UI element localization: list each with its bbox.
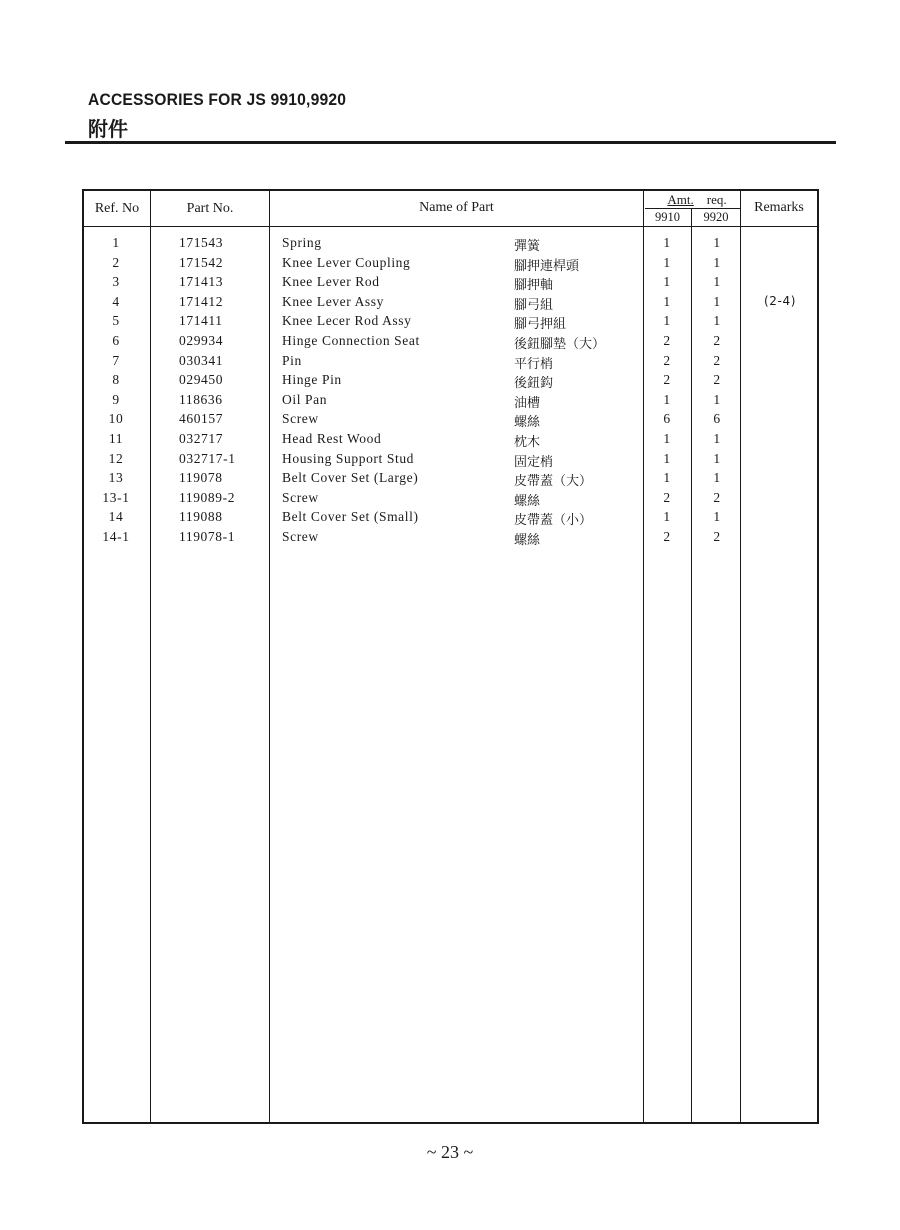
qty-9910-cell: 2 [663, 489, 671, 505]
part-no-cell: 030341 [179, 352, 224, 368]
table-row [84, 235, 817, 255]
page-number: ~ 23 ~ [426, 1142, 474, 1162]
qty-9910-cell: 2 [663, 529, 671, 544]
qty-9920-cell: 1 [713, 431, 721, 446]
part-no-cell: 171412 [179, 293, 224, 309]
part-no-cell: 119088 [179, 509, 223, 525]
table-row [84, 451, 817, 471]
ref-no-cell: 14 [108, 509, 124, 525]
qty-9920-cell: 2 [713, 489, 721, 505]
part-no-cell: 119078 [179, 470, 223, 486]
table-row [84, 333, 817, 353]
part-name-cell: Knee Lever Rod [282, 274, 380, 290]
qty-9920-cell: 1 [713, 470, 721, 486]
part-name-chinese-cell: 皮帶蓋（小） [514, 513, 593, 529]
ref-no-cell: 14-1 [102, 529, 130, 544]
qty-9910-cell: 1 [663, 313, 671, 329]
table-row [84, 431, 817, 451]
header-amt: Amt. [667, 192, 694, 207]
qty-9920-cell: 1 [713, 313, 721, 329]
ref-no-cell: 11 [108, 431, 124, 446]
remarks-cell: (2-4) [764, 293, 796, 308]
part-name-cell: Hinge Connection Seat [282, 333, 420, 348]
ref-no-cell: 13-1 [102, 489, 130, 505]
ref-no-cell: 1 [112, 235, 120, 250]
part-name-chinese-cell: 腳押連桿頭 [514, 258, 580, 274]
qty-9910-cell: 1 [663, 274, 671, 290]
part-name-chinese-cell: 腳押軸 [514, 278, 554, 294]
qty-9920-cell: 1 [713, 254, 721, 270]
part-no-cell: 460157 [179, 411, 224, 427]
qty-9920-cell: 6 [713, 411, 721, 427]
qty-9910-cell: 2 [663, 352, 671, 368]
part-name-cell: Oil Pan [282, 391, 328, 407]
table-row [84, 313, 817, 333]
part-name-cell: Hinge Pin [282, 372, 342, 388]
header-part-no: Part No. [186, 201, 234, 216]
qty-9910-cell: 1 [663, 470, 671, 486]
table-row [84, 255, 817, 275]
qty-9920-cell: 1 [713, 450, 721, 466]
page-title-chinese: 附件 [88, 117, 128, 141]
qty-9920-cell: 1 [713, 509, 721, 525]
table-row [84, 372, 817, 392]
ref-no-cell: 9 [112, 391, 120, 407]
table-row [84, 294, 817, 314]
qty-9920-cell: 1 [713, 235, 721, 250]
part-name-cell: Pin [282, 352, 302, 368]
header-req: req. [706, 192, 727, 207]
part-no-cell: 171543 [179, 235, 224, 250]
ref-no-cell: 12 [108, 450, 124, 466]
part-name-chinese-cell: 螺絲 [514, 533, 541, 548]
table-row [84, 411, 817, 431]
qty-9920-cell: 1 [713, 391, 721, 407]
qty-9910-cell: 1 [663, 431, 671, 446]
header-name-of-part: Name of Part [419, 200, 494, 215]
ref-no-cell: 2 [112, 254, 120, 270]
ref-no-cell: 3 [112, 274, 120, 290]
header-bottom-line [84, 226, 817, 227]
qty-9910-cell: 6 [663, 411, 671, 427]
table-row [84, 529, 817, 549]
qty-9920-cell: 2 [713, 372, 721, 388]
part-no-cell: 029450 [179, 372, 224, 388]
qty-9920-cell: 1 [713, 293, 721, 309]
table-row [84, 274, 817, 294]
table-row [84, 470, 817, 490]
part-name-chinese-cell: 腳弓押組 [514, 317, 567, 333]
table-row [84, 490, 817, 510]
table-row [84, 392, 817, 412]
part-name-cell: Belt Cover Set (Small) [282, 509, 419, 525]
part-no-cell: 119089-2 [179, 489, 236, 505]
part-name-cell: Screw [282, 411, 319, 427]
ref-no-cell: 5 [112, 313, 120, 329]
qty-9910-cell: 1 [663, 235, 671, 250]
part-name-cell: Knee Lever Coupling [282, 254, 411, 270]
header-remarks: Remarks [754, 200, 804, 215]
part-name-cell: Knee Lever Assy [282, 293, 384, 309]
ref-no-cell: 10 [108, 411, 124, 427]
qty-9910-cell: 1 [663, 391, 671, 407]
ref-no-cell: 6 [112, 333, 120, 348]
part-name-cell: Screw [282, 529, 319, 544]
title-divider [65, 141, 836, 144]
part-name-chinese-cell: 平行梢 [514, 356, 554, 372]
part-no-cell: 032717-1 [179, 450, 236, 466]
amt-sub-line [645, 208, 740, 209]
header-9920: 9920 [703, 210, 729, 224]
part-name-chinese-cell: 螺絲 [514, 493, 541, 509]
ref-no-cell: 7 [112, 352, 120, 368]
part-name-chinese-cell: 彈簧 [514, 239, 541, 254]
part-name-cell: Spring [282, 235, 322, 250]
qty-9910-cell: 1 [663, 293, 671, 309]
part-no-cell: 171542 [179, 254, 224, 270]
part-no-cell: 118636 [179, 391, 223, 407]
page-title-english: ACCESSORIES FOR JS 9910,9920 [88, 90, 347, 109]
part-no-cell: 032717 [179, 431, 224, 446]
part-no-cell: 171413 [179, 274, 224, 290]
qty-9920-cell: 1 [713, 274, 721, 290]
ref-no-cell: 8 [112, 372, 120, 388]
part-name-cell: Screw [282, 489, 319, 505]
part-name-chinese-cell: 固定梢 [514, 454, 554, 470]
part-no-cell: 119078-1 [179, 529, 236, 544]
part-name-chinese-cell: 後鈕鈎 [514, 376, 554, 392]
part-name-chinese-cell: 後鈕腳墊（大） [514, 337, 606, 352]
qty-9920-cell: 2 [713, 333, 721, 348]
ref-no-cell: 4 [112, 293, 120, 309]
qty-9920-cell: 2 [713, 529, 721, 544]
part-name-chinese-cell: 腳弓組 [514, 297, 554, 313]
header-amount-required [650, 192, 744, 208]
header-9910: 9910 [655, 210, 680, 224]
qty-9910-cell: 1 [663, 254, 671, 270]
part-name-chinese-cell: 皮帶蓋（大） [514, 474, 593, 490]
qty-9910-cell: 1 [663, 450, 671, 466]
qty-9920-cell: 2 [713, 352, 721, 368]
part-name-cell: Belt Cover Set (Large) [282, 470, 419, 486]
part-name-cell: Knee Lecer Rod Assy [282, 313, 412, 329]
part-name-chinese-cell: 油槽 [514, 395, 541, 411]
ref-no-cell: 13 [108, 470, 124, 486]
table-row [84, 353, 817, 373]
qty-9910-cell: 2 [663, 372, 671, 388]
part-name-chinese-cell: 螺絲 [514, 415, 541, 431]
parts-table [82, 189, 819, 1124]
qty-9910-cell: 2 [663, 333, 671, 348]
table-row [84, 509, 817, 529]
part-no-cell: 029934 [179, 333, 224, 348]
part-no-cell: 171411 [179, 313, 223, 329]
part-name-chinese-cell: 枕木 [514, 435, 541, 450]
part-name-cell: Head Rest Wood [282, 431, 382, 446]
qty-9910-cell: 1 [663, 509, 671, 525]
header-ref-no: Ref. No [94, 201, 140, 216]
part-name-cell: Housing Support Stud [282, 450, 415, 466]
